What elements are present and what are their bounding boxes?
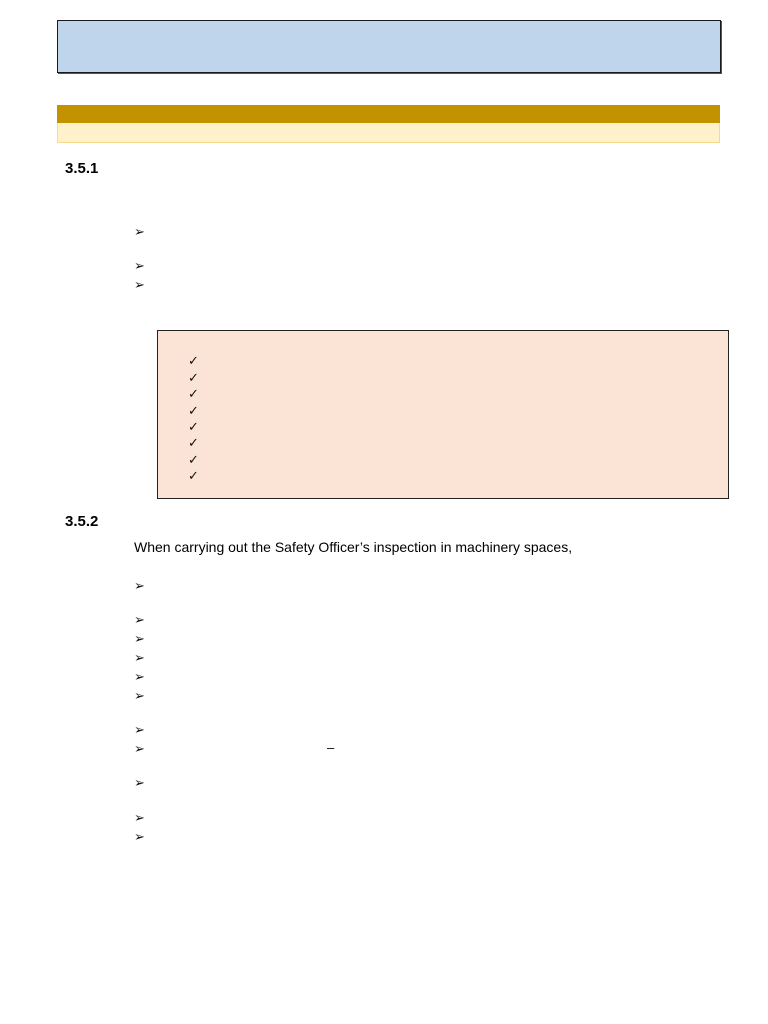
check-mark-icon: ✓ bbox=[188, 452, 199, 467]
check-mark-icon: ✓ bbox=[188, 403, 199, 418]
section-subtitle-bar bbox=[57, 123, 720, 143]
arrow-bullet-icon: ➢ bbox=[134, 258, 145, 273]
document-header-box bbox=[57, 20, 721, 73]
checklist-box bbox=[157, 330, 729, 499]
arrow-bullet-icon: ➢ bbox=[134, 277, 145, 292]
arrow-bullet-icon: ➢ bbox=[134, 612, 145, 627]
arrow-bullet-icon: ➢ bbox=[134, 775, 145, 790]
section-intro-text: When carrying out the Safety Officer’s inspection in machinery spaces, bbox=[134, 539, 573, 555]
arrow-bullet-icon: ➢ bbox=[134, 688, 145, 703]
section-number-3-5-2: 3.5.2 bbox=[65, 513, 99, 530]
section-number-3-5-1: 3.5.1 bbox=[65, 160, 99, 177]
arrow-bullet-icon: ➢ bbox=[134, 829, 145, 844]
dash-mark: – bbox=[327, 740, 335, 755]
arrow-bullet-icon: ➢ bbox=[134, 631, 145, 646]
arrow-bullet-icon: ➢ bbox=[134, 722, 145, 737]
arrow-bullet-icon: ➢ bbox=[134, 741, 145, 756]
check-mark-icon: ✓ bbox=[188, 386, 199, 401]
section-title-bar bbox=[57, 105, 720, 123]
arrow-bullet-icon: ➢ bbox=[134, 669, 145, 684]
check-mark-icon: ✓ bbox=[188, 468, 199, 483]
arrow-bullet-icon: ➢ bbox=[134, 578, 145, 593]
check-mark-icon: ✓ bbox=[188, 370, 199, 385]
arrow-bullet-icon: ➢ bbox=[134, 224, 145, 239]
check-mark-icon: ✓ bbox=[188, 419, 199, 434]
check-mark-icon: ✓ bbox=[188, 353, 199, 368]
check-mark-icon: ✓ bbox=[188, 435, 199, 450]
arrow-bullet-icon: ➢ bbox=[134, 650, 145, 665]
arrow-bullet-icon: ➢ bbox=[134, 810, 145, 825]
